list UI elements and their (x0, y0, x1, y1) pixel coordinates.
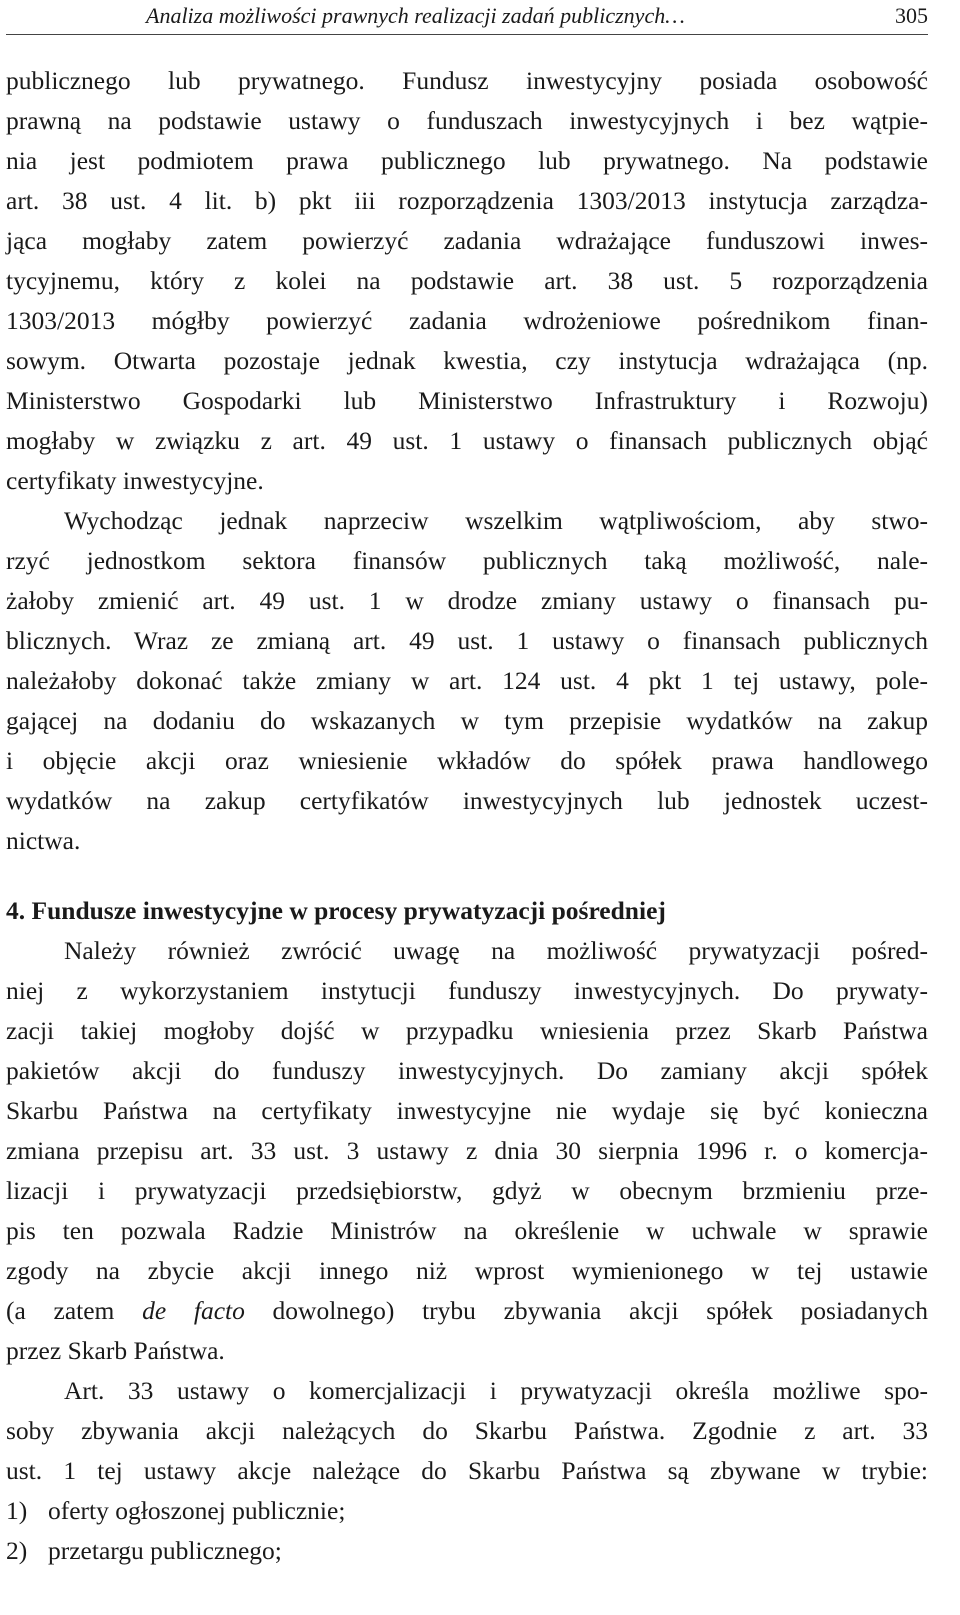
list-item (6, 1491, 928, 1531)
text-line: Wychodząc jednak naprzeciw wszelkim wątpliwościom, aby stwo- (64, 506, 928, 535)
text-line: i objęcie akcji oraz wniesienie wkładów do spółek prawa handlowego (6, 746, 928, 775)
text-line: nia jest podmiotem prawa publicznego lub prywatnego. Na podstawie (6, 146, 928, 175)
text-line: gającej na dodaniu do wskazanych w tym przepisie wydatków na zakup (6, 706, 928, 735)
text-line: należałoby dokonać także zmiany w art. 124 ust. 4 pkt 1 tej ustawy, pole- (6, 666, 928, 695)
text-line: prawną na podstawie ustawy o funduszach inwestycyjnych i bez wątpie- (6, 106, 928, 135)
list-item (6, 1531, 928, 1571)
running-title: Analiza możliwości prawnych realizacji zadań publicznych… (146, 3, 685, 28)
text-line: wydatków na zakup certyfikatów inwestycyjnych lub jednostek uczest- (6, 786, 928, 815)
text-line: tycyjnemu, który z kolei na podstawie art. 38 ust. 5 rozporządzenia (6, 266, 928, 295)
text-line: certyfikaty inwestycyjne. (6, 466, 264, 495)
text-line: nictwa. (6, 826, 81, 855)
text-line: zacji takiej mogłoby dojść w przypadku wniesienia przez Skarb Państwa (6, 1016, 928, 1045)
text-line: Ministerstwo Gospodarki lub Ministerstwo Infrastruktury i Rozwoju) (6, 386, 928, 415)
text-segment: (a zatem (6, 1296, 143, 1325)
text-line: zmiana przepisu art. 33 ust. 3 ustawy z dnia 30 sierpnia 1996 r. o komercja- (6, 1136, 928, 1165)
section-heading: 4. Fundusze inwestycyjne w procesy prywatyzacji pośredniej (6, 896, 666, 925)
text-line: pakietów akcji do funduszy inwestycyjnych. Do zamiany akcji spółek (6, 1056, 928, 1085)
text-line: mogłaby w związku z art. 49 ust. 1 ustawy o finansach publicznych objąć (6, 426, 928, 455)
text-line: pis ten pozwala Radzie Ministrów na określenie w uchwale w sprawie (6, 1216, 928, 1245)
text-line: zgody na zbycie akcji innego niż wprost wymienionego w tej ustawie (6, 1256, 928, 1285)
body-text (6, 61, 928, 1571)
text-segment: dowolnego) trybu zbywania akcji spółek posiadanych (244, 1296, 929, 1325)
text-line: niej z wykorzystaniem instytucji funduszy inwestycyjnych. Do prywaty- (6, 976, 928, 1005)
section-spacer (6, 861, 928, 891)
numbered-list (6, 1491, 928, 1571)
text-line: przez Skarb Państwa. (6, 1336, 225, 1365)
text-line: ust. 1 tej ustawy akcje należące do Skarbu Państwa są zbywane w trybie: (6, 1456, 928, 1485)
text-line: Należy również zwrócić uwagę na możliwość prywatyzacji pośred- (64, 936, 928, 965)
text-line: blicznych. Wraz ze zmianą art. 49 ust. 1 ustawy o finansach publicznych (6, 626, 928, 655)
list-marker: 2) (6, 1536, 28, 1565)
text-line: publicznego lub prywatnego. Fundusz inwestycyjny posiada osobowość (6, 66, 928, 95)
italic-term: de facto (142, 1296, 245, 1325)
list-item-text: oferty ogłoszonej publicznie; (48, 1496, 346, 1525)
list-marker: 1) (6, 1496, 28, 1525)
page-number: 305 (895, 3, 928, 28)
text-line (6, 1291, 928, 1331)
paragraph (6, 1371, 928, 1491)
paragraph (6, 61, 928, 501)
text-line: żałoby zmienić art. 49 ust. 1 w drodze zmiany ustawy o finansach pu- (6, 586, 928, 615)
text-line: Art. 33 ustawy o komercjalizacji i prywatyzacji określa możliwe spo- (64, 1376, 928, 1405)
text-line: sowym. Otwarta pozostaje jednak kwestia, czy instytucja wdrażająca (np. (6, 346, 928, 375)
running-header (6, 0, 928, 35)
text-line: rzyć jednostkom sektora finansów publicznych taką możliwość, nale- (6, 546, 928, 575)
text-line: jąca mogłaby zatem powierzyć zadania wdrażające funduszowi inwes- (6, 226, 928, 255)
text-line: art. 38 ust. 4 lit. b) pkt iii rozporządzenia 1303/2013 instytucja zarządza- (6, 186, 928, 215)
paragraph (6, 931, 928, 1371)
text-line: soby zbywania akcji należących do Skarbu Państwa. Zgodnie z art. 33 (6, 1416, 928, 1445)
paragraph (6, 501, 928, 861)
text-line: lizacji i prywatyzacji przedsiębiorstw, gdyż w obecnym brzmieniu prze- (6, 1176, 928, 1205)
list-item-text: przetargu publicznego; (48, 1536, 282, 1565)
text-line: Skarbu Państwa na certyfikaty inwestycyjne nie wydaje się być konieczna (6, 1096, 928, 1125)
text-line: 1303/2013 mógłby powierzyć zadania wdrożeniowe pośrednikom finan- (6, 306, 928, 335)
